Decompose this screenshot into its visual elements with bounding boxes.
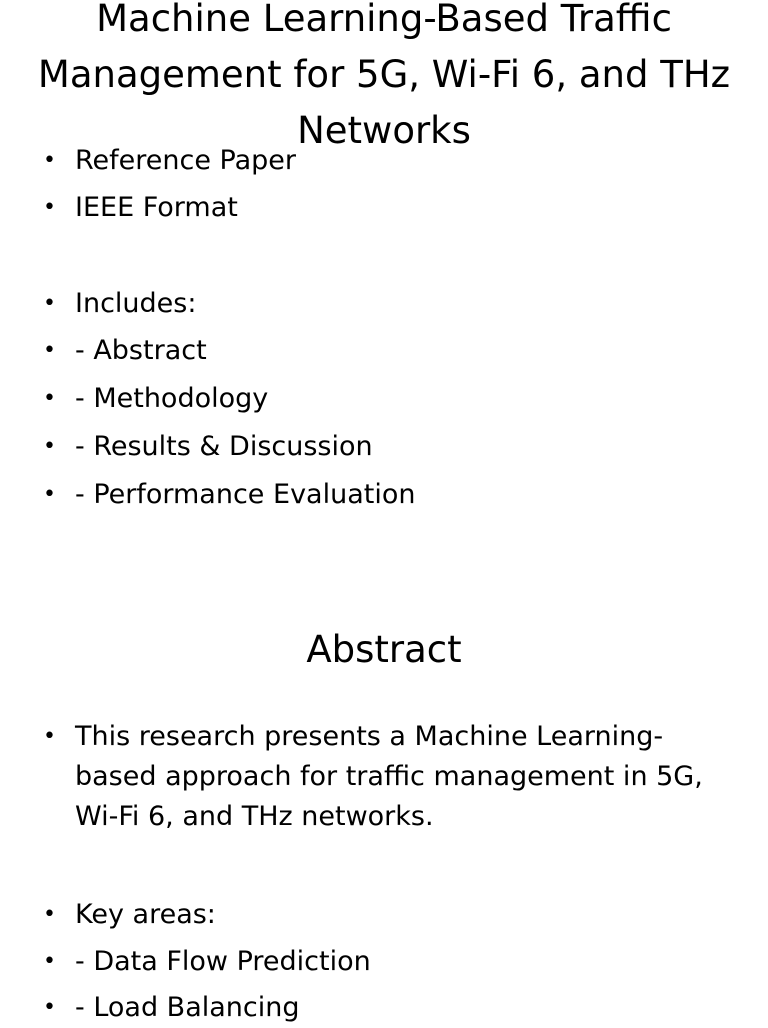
- bullet-text: - Abstract: [75, 335, 207, 366]
- bullet-text: This research presents a Machine Learning-based approach for traffic management in 5G, Wi-Fi 6, and THz networks.: [75, 721, 703, 832]
- bullet-text: - Methodology: [75, 383, 269, 414]
- slide-2: [0, 576, 768, 1024]
- bullet-icon: •: [43, 195, 56, 220]
- bullet-text: Reference Paper: [75, 145, 297, 176]
- bullet-icon: •: [43, 148, 56, 173]
- bullet-icon: •: [43, 434, 56, 459]
- bullet-icon: •: [43, 995, 56, 1020]
- bullet-text: - Results & Discussion: [75, 431, 373, 462]
- bullet-icon: •: [43, 338, 56, 363]
- bullet-icon: •: [43, 902, 56, 927]
- bullet-text: Includes:: [75, 288, 197, 319]
- bullet-icon: •: [43, 291, 56, 316]
- bullet-text: - Load Balancing: [75, 992, 300, 1023]
- bullet-text: IEEE Format: [75, 192, 238, 223]
- bullet-icon: •: [43, 724, 56, 749]
- bullet-icon: •: [43, 386, 56, 411]
- bullet-text: - Data Flow Prediction: [75, 946, 371, 977]
- bullet-icon: •: [43, 482, 56, 507]
- bullet-text: Key areas:: [75, 899, 216, 930]
- slide-title: Machine Learning-Based Traffic Management for 5G, Wi-Fi 6, and THz Networks: [37, 0, 731, 152]
- bullet-icon: •: [43, 949, 56, 974]
- slide-title: Abstract: [306, 628, 462, 671]
- bullet-text: - Performance Evaluation: [75, 479, 416, 510]
